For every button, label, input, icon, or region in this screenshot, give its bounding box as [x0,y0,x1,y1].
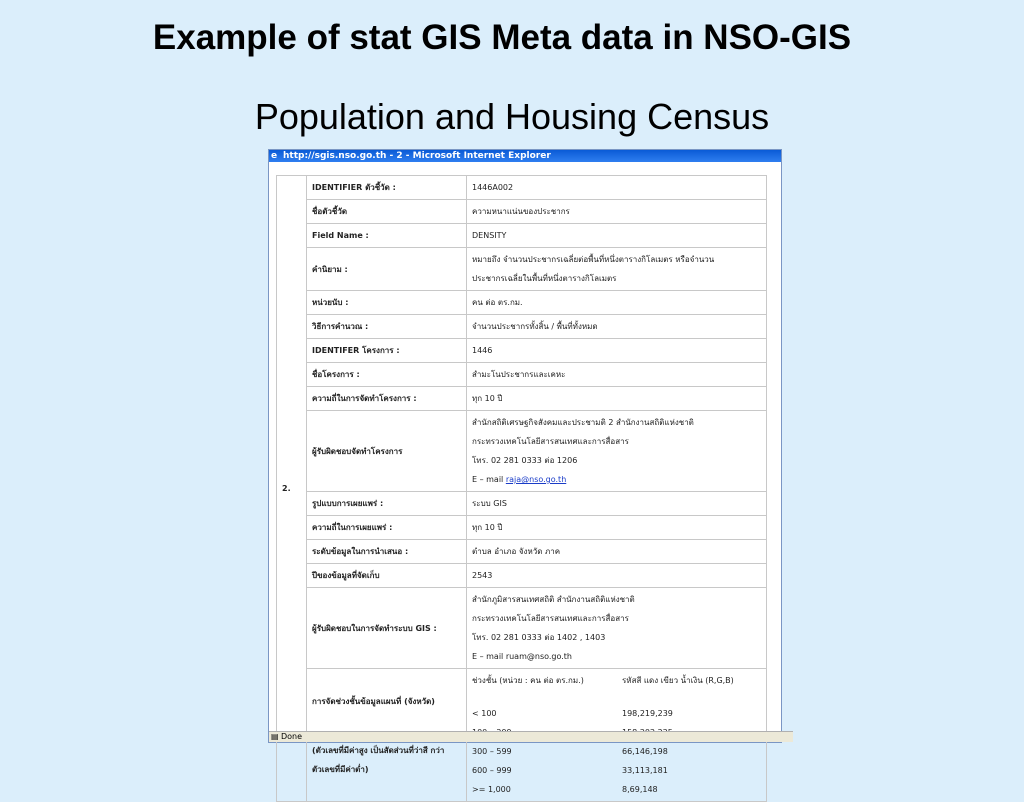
field-value [467,291,767,315]
table-row [277,363,767,387]
field-value [467,516,767,540]
classification-label: การจัดช่วงชั้นข้อมูลแผนที่ (จังหวัด) [312,696,435,706]
field-value-line: 1446A002 [472,183,514,192]
range-value: >= 1,000 [472,785,511,794]
field-value [467,339,767,363]
field-value [467,363,767,387]
table-row [277,411,767,492]
ie-icon: e [271,151,278,161]
record-number: 2. [277,176,307,802]
field-value-line: 2543 [472,571,493,580]
field-value-line: คน ต่อ ตร.กม. [472,298,523,307]
table-row [277,176,767,200]
table-row [277,564,767,588]
field-value-line: สำนักภูมิสารสนเทศสถิติ สำนักงานสถิติแห่งชาติ [472,595,635,604]
field-value-line: ทุก 10 ปี [472,394,503,403]
status-bar [269,731,793,742]
field-value [467,564,767,588]
color-header: รหัสสี แดง เขียว น้ำเงิน (R,G,B) [622,676,734,685]
range-value: < 100 [472,709,497,718]
table-row [277,492,767,516]
table-row [277,315,767,339]
field-label: Field Name : [307,224,467,248]
field-value-line: จำนวนประชากรทั้งสิ้น / พื้นที่ทั้งหมด [472,322,598,331]
range-value: 300 – 599 [472,747,512,756]
color-value: 33,113,181 [622,766,668,775]
field-label: คำนิยาม : [307,248,467,291]
field-value-line: โทร. 02 281 0333 ต่อ 1402 , 1403 [472,633,606,642]
field-value [467,387,767,411]
range-header: ช่วงชั้น (หน่วย : คน ต่อ ตร.กม.) [472,676,584,685]
field-value [467,492,767,516]
field-label: ผู้รับผิดชอบจัดทำโครงการ [307,411,467,492]
field-value-line: โทร. 02 281 0333 ต่อ 1206 [472,456,578,465]
field-value-line: ทุก 10 ปี [472,523,503,532]
field-label: รูปแบบการเผยแพร่ : [307,492,467,516]
slide-subtitle: Population and Housing Census [254,96,770,137]
field-label: ความถี่ในการจัดทำโครงการ : [307,387,467,411]
field-value-line: สำนักสถิติเศรษฐกิจสังคมและประชามติ 2 สำนักงานสถิติแห่งชาติ [472,418,694,427]
color-value: 198,219,239 [622,709,673,718]
field-value [467,315,767,339]
field-value-line: ประชากรเฉลี่ยในพื้นที่หนึ่งตารางกิโลเมตร [472,274,617,283]
field-value [467,176,767,200]
classification-note: (ตัวเลขที่มีค่าสูง เป็นสัดส่วนที่ว่าสี กว่าตัวเลขที่มีค่าต่ำ) [312,745,445,774]
field-value [467,411,767,492]
table-row [277,291,767,315]
field-label: หน่วยนับ : [307,291,467,315]
table-row [277,224,767,248]
range-value: 600 – 999 [472,766,512,775]
field-label: IDENTIFER โครงการ : [307,339,467,363]
spacer [622,690,761,704]
field-value [467,200,767,224]
browser-window [268,149,782,794]
field-label: ปีของข้อมูลที่จัดเก็บ [307,564,467,588]
table-row [277,200,767,224]
browser-titlebar [269,150,781,162]
field-value-line: DENSITY [472,231,507,240]
email-link[interactable]: raja@nso.go.th [505,475,567,484]
field-value-line: กระทรวงเทคโนโลยีสารสนเทศและการสื่อสาร [472,614,629,623]
status-text: Done [281,732,303,741]
field-label: ชื่อตัวชี้วัด [307,200,467,224]
field-value [467,248,767,291]
spacer [472,690,622,704]
color-value: 8,69,148 [622,785,658,794]
table-row [277,387,767,411]
browser-title: http://sgis.nso.go.th - 2 - Microsoft Internet Explorer [283,151,551,161]
slide-title: Example of stat GIS Meta data in NSO-GIS [152,18,852,57]
field-value-line: สำมะโนประชากรและเคหะ [472,370,566,379]
field-value-line: ระบบ GIS [472,499,507,508]
page-done-icon: ▤ [271,732,279,741]
field-label: วิธีการคำนวณ : [307,315,467,339]
table-row [277,339,767,363]
field-label: ผู้รับผิดชอบในการจัดทำระบบ GIS : [307,588,467,669]
field-label: ชื่อโครงการ : [307,363,467,387]
field-value-line: หมายถึง จำนวนประชากรเฉลี่ยต่อพื้นที่หนึ่งตารางกิโลเมตร หรือจำนวน [472,255,715,264]
field-label: ระดับข้อมูลในการนำเสนอ : [307,540,467,564]
table-row [277,248,767,291]
field-value [467,540,767,564]
field-value-line: 1446 [472,346,493,355]
field-value-line: E – mail ruam@nso.go.th [472,652,572,661]
table-row [277,516,767,540]
table-row [277,588,767,669]
field-value [467,224,767,248]
field-value [467,588,767,669]
email-line [472,470,761,489]
table-row [277,540,767,564]
field-value-line: ตำบล อำเภอ จังหวัด ภาค [472,547,561,556]
field-label: ความถี่ในการเผยแพร่ : [307,516,467,540]
color-value: 66,146,198 [622,747,668,756]
metadata-table [276,175,767,802]
field-label: IDENTIFIER ตัวชี้วัด : [307,176,467,200]
field-value-line: กระทรวงเทคโนโลยีสารสนเทศและการสื่อสาร [472,437,629,446]
field-value-line: ความหนาแน่นของประชากร [472,207,570,216]
email-prefix: E – mail [472,475,506,484]
